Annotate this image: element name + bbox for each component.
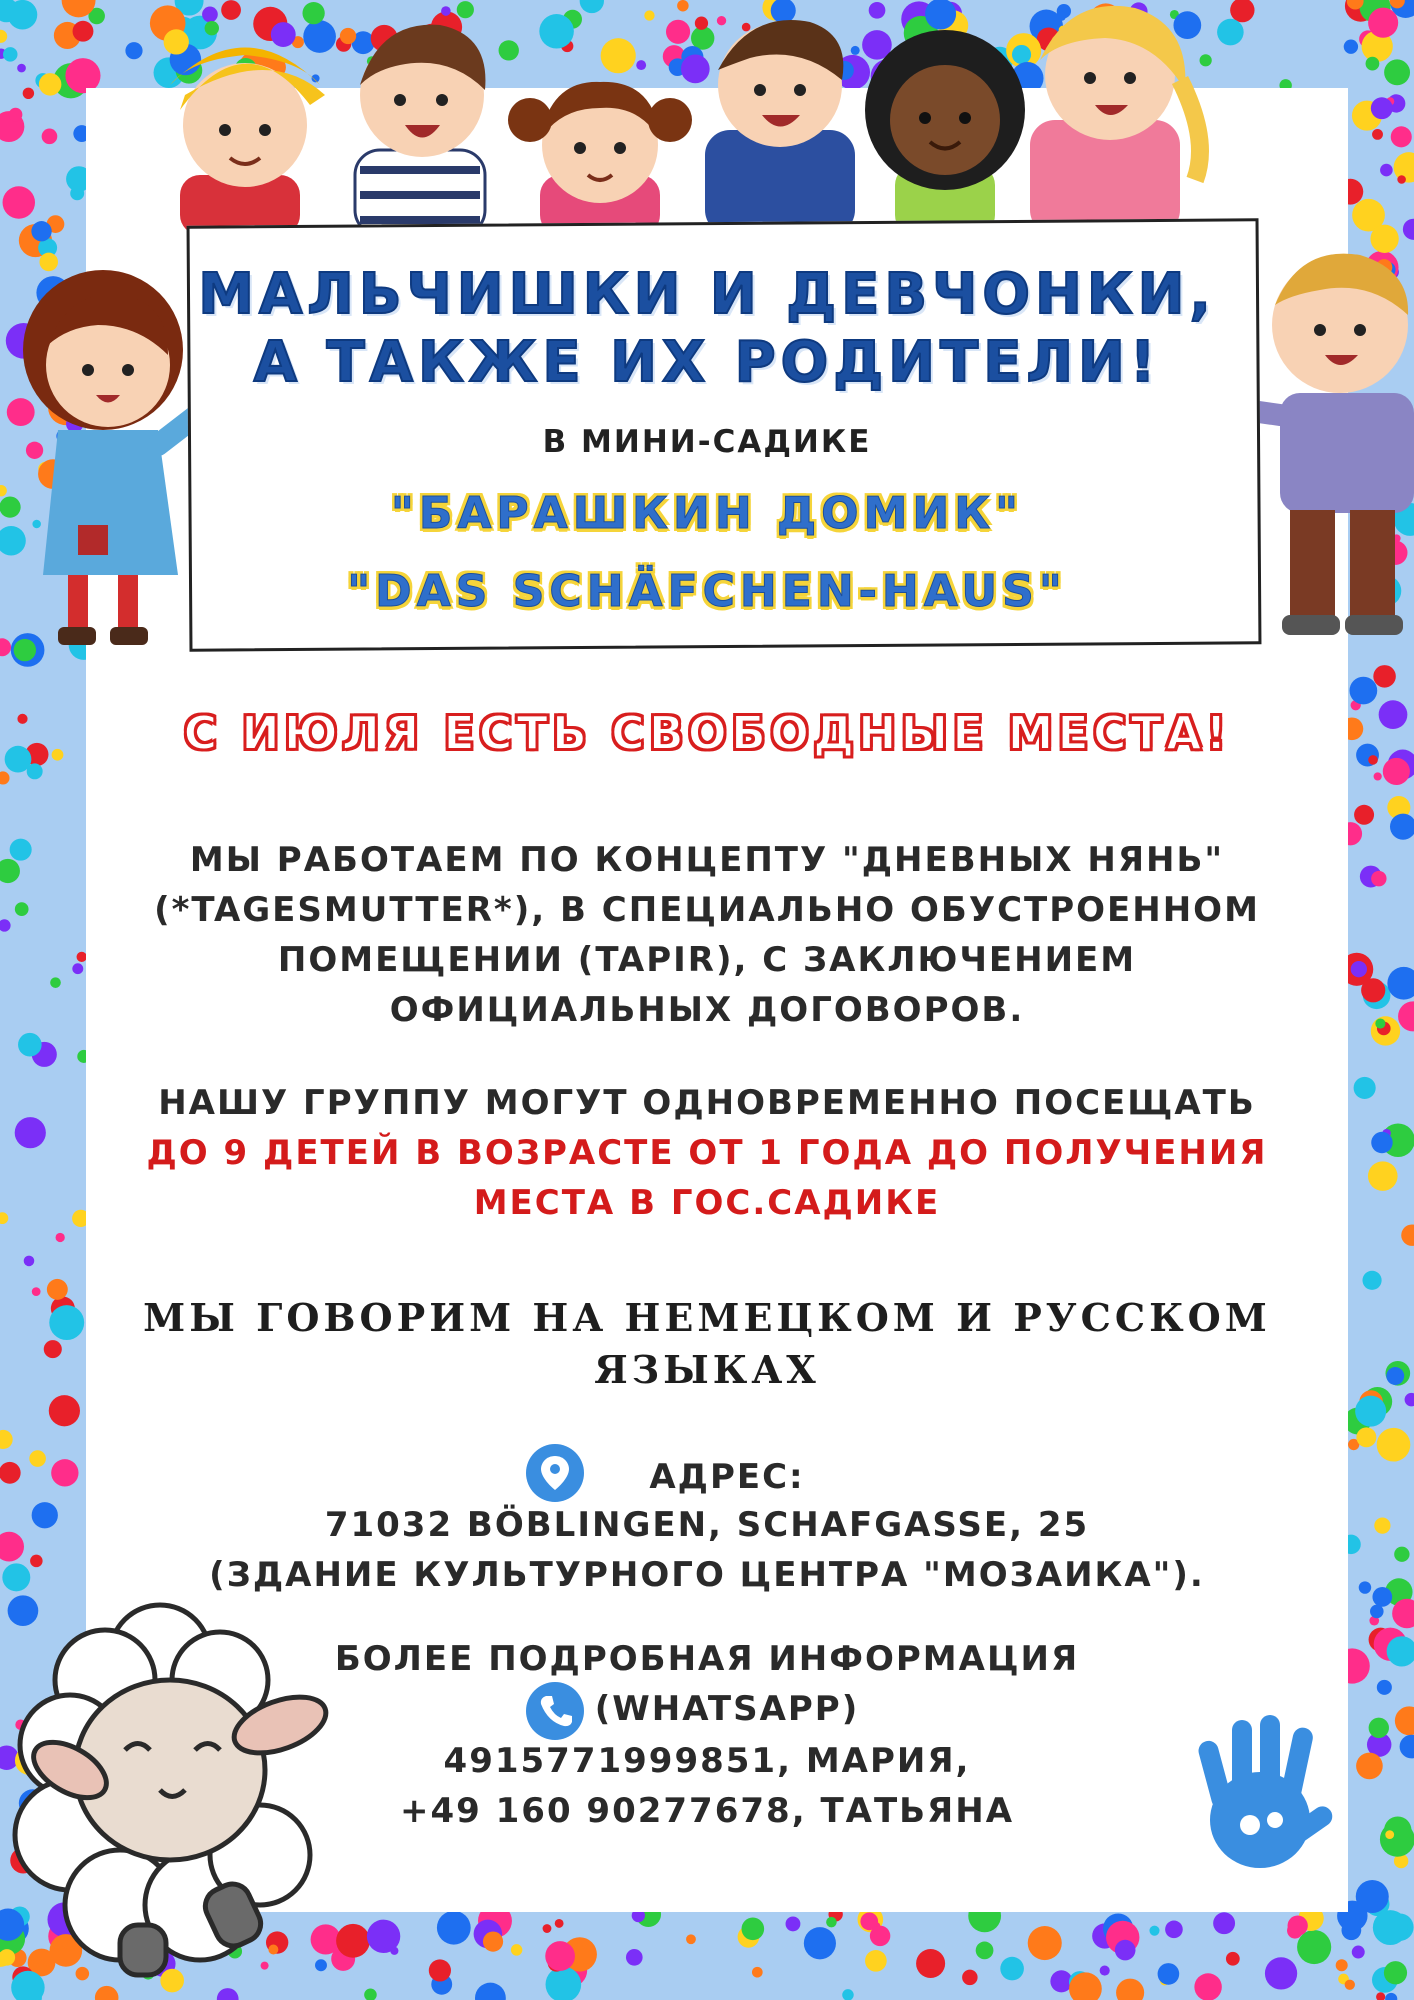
confetti-dot bbox=[1370, 1605, 1384, 1619]
confetti-dot bbox=[483, 1932, 503, 1952]
confetti-dot bbox=[429, 1959, 451, 1981]
confetti-dot bbox=[1368, 8, 1398, 38]
confetti-dot bbox=[1345, 1980, 1355, 1990]
group-line-highlight: МЕСТА В ГОС.САДИКЕ bbox=[473, 1183, 941, 1223]
confetti-dot bbox=[39, 73, 62, 96]
confetti-dot bbox=[3, 47, 18, 62]
confetti-dot bbox=[545, 1941, 575, 1971]
confetti-dot bbox=[1380, 164, 1393, 177]
confetti-dot bbox=[1226, 1952, 1240, 1966]
confetti-dot bbox=[42, 129, 58, 145]
address-line1: 71032 BÖBLINGEN, SCHAFGASSE, 25 bbox=[324, 1505, 1090, 1545]
confetti-dot bbox=[1265, 1957, 1297, 1989]
confetti-dot bbox=[1297, 1930, 1331, 1964]
confetti-dot bbox=[1366, 57, 1380, 71]
confetti-dot bbox=[1350, 677, 1378, 705]
confetti-dot bbox=[0, 1430, 13, 1449]
confetti-dot bbox=[1344, 39, 1358, 53]
confetti-dot bbox=[17, 64, 26, 73]
confetti-dot bbox=[1362, 1271, 1381, 1290]
confetti-dot bbox=[1115, 1940, 1136, 1961]
kindergarten-name-ru: "БАРАШКИН ДОМИК" bbox=[390, 488, 1024, 539]
confetti-dot bbox=[437, 1911, 471, 1945]
confetti-dot bbox=[842, 1989, 853, 2000]
children-illustration bbox=[150, 0, 1300, 235]
vacancy-announcement: С ИЮЛЯ ЕСТЬ СВОБОДНЫЕ МЕСТА! bbox=[183, 706, 1231, 760]
languages-line: ЯЗЫКАХ bbox=[594, 1347, 820, 1392]
confetti-dot bbox=[364, 1989, 377, 2000]
confetti-dot bbox=[1355, 1396, 1386, 1427]
languages-line: МЫ ГОВОРИМ НА НЕМЕЦКОМ И РУССКОМ bbox=[143, 1295, 1271, 1340]
concept-line: ПОМЕЩЕНИИ (TAPIR), С ЗАКЛЮЧЕНИЕМ bbox=[277, 940, 1137, 980]
concept-line: ОФИЦИАЛЬНЫХ ДОГОВОРОВ. bbox=[389, 990, 1025, 1030]
confetti-dot bbox=[3, 186, 35, 218]
address-label: АДРЕС: bbox=[649, 1457, 805, 1497]
address-line2: (ЗДАНИЕ КУЛЬТУРНОГО ЦЕНТРА "МОЗАИКА"). bbox=[209, 1555, 1205, 1595]
confetti-dot bbox=[742, 1918, 765, 1941]
confetti-dot bbox=[1354, 805, 1374, 825]
confetti-dot bbox=[475, 1983, 506, 2000]
confetti-dot bbox=[511, 1944, 522, 1955]
confetti-dot bbox=[18, 1033, 42, 1057]
confetti-dot bbox=[1397, 175, 1406, 184]
confetti-dot bbox=[1356, 1427, 1376, 1447]
kindergarten-name-de: "DAS SCHÄFCHEN-HAUS" bbox=[347, 566, 1067, 617]
confetti-dot bbox=[31, 221, 51, 241]
confetti-dot bbox=[1194, 1973, 1221, 2000]
confetti-dot bbox=[1385, 1993, 1397, 2000]
confetti-dot bbox=[23, 88, 34, 99]
handprint-icon bbox=[1170, 1705, 1345, 1880]
contact-info-heading: БОЛЕЕ ПОДРОБНАЯ ИНФОРМАЦИЯ bbox=[334, 1639, 1080, 1679]
confetti-dot bbox=[804, 1927, 836, 1959]
confetti-dot bbox=[1373, 665, 1396, 688]
confetti-dot bbox=[1158, 1963, 1180, 1985]
confetti-dot bbox=[686, 1934, 696, 1944]
subtitle: В МИНИ-САДИКЕ bbox=[542, 424, 872, 460]
headline-line2: А ТАКЖЕ ИХ РОДИТЕЛИ! bbox=[253, 330, 1161, 395]
concept-line: (*TAGESMUTTER*), В СПЕЦИАЛЬНО ОБУСТРОЕННОМ bbox=[154, 890, 1260, 930]
confetti-dot bbox=[752, 1967, 763, 1978]
confetti-dot bbox=[56, 1233, 65, 1242]
confetti-dot bbox=[1384, 59, 1410, 85]
confetti-dot bbox=[826, 1917, 837, 1928]
confetti-dot bbox=[9, 108, 23, 122]
confetti-dot bbox=[1165, 1921, 1183, 1939]
confetti-dot bbox=[1149, 1926, 1159, 1936]
confetti-dot bbox=[555, 1919, 564, 1928]
confetti-dot bbox=[1028, 1926, 1062, 1960]
confetti-dot bbox=[786, 1917, 801, 1932]
confetti-dot bbox=[543, 1924, 552, 1933]
confetti-dot bbox=[626, 1949, 643, 1966]
confetti-dot bbox=[1100, 1965, 1110, 1975]
confetti-dot bbox=[73, 21, 94, 42]
concept-line: МЫ РАБОТАЕМ ПО КОНЦЕПТУ "ДНЕВНЫХ НЯНЬ" bbox=[189, 840, 1225, 880]
confetti-dot bbox=[1352, 1946, 1365, 1959]
confetti-dot bbox=[1213, 1912, 1235, 1934]
sheep-illustration bbox=[10, 1585, 340, 1980]
confetti-dot bbox=[1374, 772, 1382, 780]
confetti-dot bbox=[125, 42, 142, 59]
group-line: НАШУ ГРУППУ МОГУТ ОДНОВРЕМЕННО ПОСЕЩАТЬ bbox=[158, 1083, 1256, 1123]
confetti-dot bbox=[1288, 1916, 1308, 1936]
confetti-dot bbox=[1376, 1992, 1385, 2000]
confetti-dot bbox=[8, 0, 38, 29]
confetti-dot bbox=[49, 1395, 80, 1426]
confetti-dot bbox=[95, 1986, 119, 2000]
confetti-dot bbox=[1403, 219, 1414, 240]
confetti-dot bbox=[962, 1970, 977, 1985]
group-line-highlight: ДО 9 ДЕТЕЙ В ВОЗРАСТЕ ОТ 1 ГОДА ДО ПОЛУЧЕНИЯ bbox=[146, 1133, 1268, 1173]
headline-line1: МАЛЬЧИШКИ И ДЕВЧОНКИ, bbox=[198, 262, 1216, 327]
contact-phone-tatiana: +49 160 90277678, ТАТЬЯНА bbox=[399, 1791, 1015, 1831]
confetti-dot bbox=[1371, 97, 1393, 119]
confetti-dot bbox=[336, 1924, 370, 1958]
confetti-dot bbox=[1372, 129, 1383, 140]
confetti-dot bbox=[0, 771, 10, 784]
confetti-dot bbox=[217, 1988, 239, 2000]
confetti-dot bbox=[1000, 1957, 1024, 1981]
confetti-dot bbox=[1336, 1959, 1348, 1971]
confetti-dot bbox=[0, 30, 7, 43]
contact-whatsapp: (WHATSAPP) bbox=[594, 1689, 860, 1729]
confetti-dot bbox=[1116, 1979, 1144, 2000]
confetti-dot bbox=[1391, 126, 1412, 147]
confetti-dot bbox=[390, 1947, 398, 1955]
confetti-dot bbox=[24, 1256, 35, 1267]
confetti-dot bbox=[976, 1942, 994, 1960]
confetti-dot bbox=[860, 1913, 878, 1931]
confetti-dot bbox=[1383, 758, 1410, 785]
confetti-dot bbox=[916, 1949, 945, 1978]
contact-phone-maria: 4915771999851, МАРИЯ, bbox=[443, 1741, 971, 1781]
confetti-dot bbox=[865, 1950, 887, 1972]
confetti-dot bbox=[1384, 1961, 1407, 1984]
confetti-dot bbox=[1373, 1910, 1408, 1945]
